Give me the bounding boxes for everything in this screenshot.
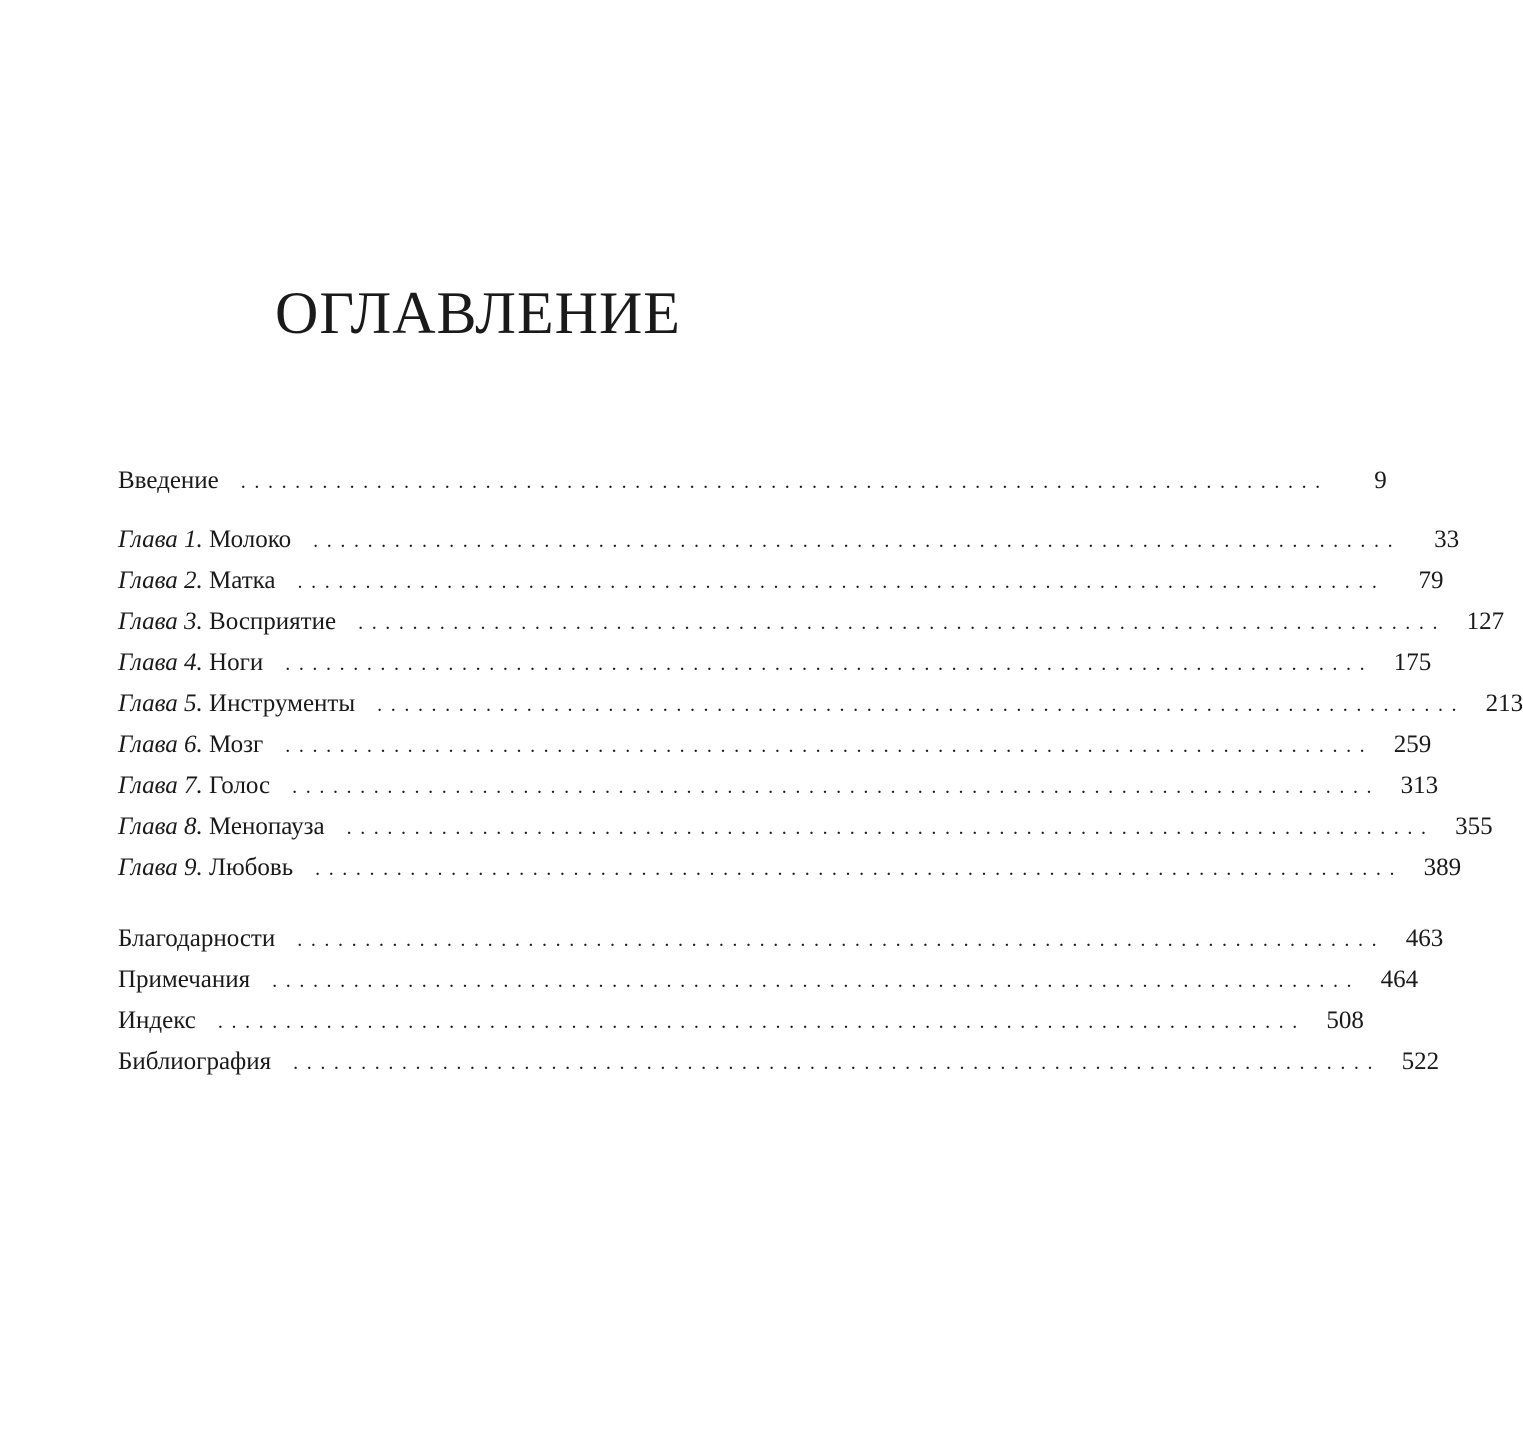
toc-page-number: 259 — [1393, 731, 1432, 758]
toc-page-number: 127 — [1466, 608, 1505, 635]
chapter-prefix: Глава 7. — [118, 772, 203, 799]
toc-page-number: 389 — [1423, 854, 1462, 881]
toc-page-number: 213 — [1485, 690, 1523, 717]
toc-entry-label: Индекс — [118, 1007, 196, 1034]
dot-leader: ................................................................................ — [297, 571, 1386, 593]
dot-leader: ................................................................................ — [346, 817, 1435, 839]
toc-entry-label: Благодарности — [118, 925, 276, 952]
chapter-prefix: Глава 2. — [118, 567, 203, 594]
toc-entry-chapter-7[interactable] — [118, 771, 1439, 801]
toc-entry-label: Примечания — [118, 966, 251, 993]
chapter-prefix: Глава 1. — [118, 526, 203, 553]
toc-entry-chapter-5[interactable] — [118, 689, 1523, 719]
toc-page-number: 355 — [1455, 813, 1493, 840]
toc-entry-label: Глава 4. Ноги — [118, 649, 264, 676]
dot-leader: ................................................................................ — [292, 776, 1381, 798]
page-title: ОГЛАВЛЕНИЕ — [275, 280, 681, 346]
dot-leader: ................................................................................ — [285, 735, 1374, 757]
toc-page-number: 79 — [1418, 567, 1444, 594]
toc-page-number: 508 — [1326, 1007, 1364, 1034]
toc-page-number: 463 — [1405, 925, 1444, 952]
chapter-prefix: Глава 8. — [118, 813, 203, 840]
toc-entry-label: Библиография — [118, 1048, 272, 1075]
chapter-prefix: Глава 9. — [118, 854, 203, 881]
chapter-prefix: Глава 4. — [118, 649, 203, 676]
toc-entry-label: Глава 9. Любовь — [118, 854, 294, 881]
toc-entry-label: Глава 6. Мозг — [118, 731, 264, 758]
toc-page-number: 175 — [1393, 649, 1432, 676]
toc-entry-label: Глава 3. Восприятие — [118, 608, 337, 635]
toc-entry-label: Введение — [118, 467, 219, 494]
dot-leader: ................................................................................ — [240, 471, 1329, 493]
toc-entry-label: Глава 5. Инструменты — [118, 690, 356, 717]
toc-entry-bibliography[interactable] — [118, 1047, 1440, 1077]
toc-entry-acknowledgements[interactable] — [118, 924, 1444, 954]
dot-leader: ................................................................................ — [293, 1052, 1382, 1074]
toc-entry-introduction[interactable] — [118, 466, 1387, 496]
toc-entry-chapter-2[interactable] — [118, 566, 1444, 596]
toc-entry-label: Глава 2. Матка — [118, 567, 276, 594]
toc-page-number: 9 — [1374, 467, 1387, 494]
chapter-prefix: Глава 6. — [118, 731, 203, 758]
dot-leader: ................................................................................ — [313, 530, 1402, 552]
dot-leader: ................................................................................ — [272, 970, 1361, 992]
dot-leader: ................................................................................ — [315, 858, 1404, 880]
toc-entry-notes[interactable] — [118, 965, 1419, 995]
chapter-prefix: Глава 3. — [118, 608, 203, 635]
dot-leader: ................................................................................ — [285, 653, 1374, 675]
toc-entry-chapter-9[interactable] — [118, 853, 1462, 883]
dot-leader: ................................................................................ — [377, 694, 1466, 716]
toc-entry-chapter-8[interactable] — [118, 812, 1493, 842]
toc-page-number: 33 — [1434, 526, 1460, 553]
chapter-prefix: Глава 5. — [118, 690, 203, 717]
toc-entry-index[interactable] — [118, 1006, 1364, 1036]
toc-page-number: 464 — [1380, 966, 1419, 993]
toc-entry-chapter-1[interactable] — [118, 525, 1460, 555]
toc-entry-chapter-4[interactable] — [118, 648, 1432, 678]
dot-leader: ................................................................................ — [217, 1011, 1306, 1033]
toc-page-number: 522 — [1401, 1048, 1440, 1075]
toc-entry-chapter-3[interactable] — [118, 607, 1505, 637]
toc-entry-chapter-6[interactable] — [118, 730, 1432, 760]
dot-leader: ................................................................................ — [358, 612, 1447, 634]
toc-entry-label: Глава 8. Менопауза — [118, 813, 325, 840]
toc-entry-label: Глава 1. Молоко — [118, 526, 292, 553]
dot-leader: ................................................................................ — [297, 929, 1386, 951]
toc-entry-label: Глава 7. Голос — [118, 772, 271, 799]
toc-page-number: 313 — [1400, 772, 1439, 799]
